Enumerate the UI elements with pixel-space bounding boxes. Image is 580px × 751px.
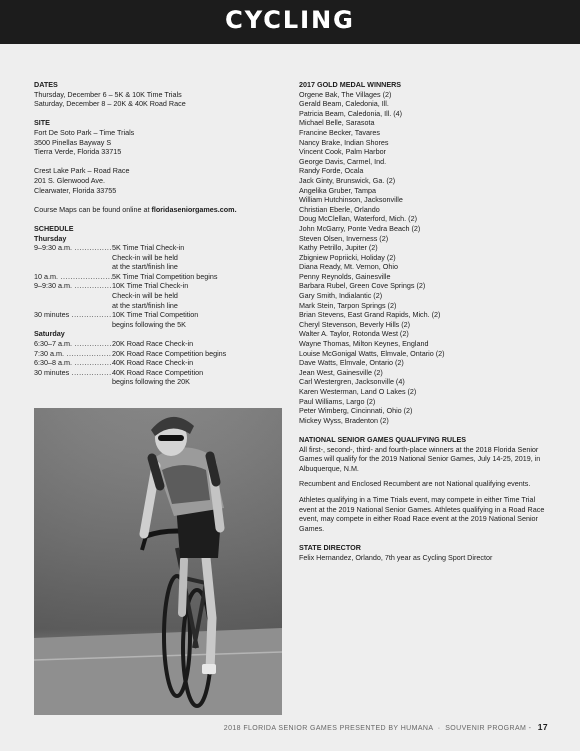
- schedule-saturday: [34, 339, 286, 387]
- schedule-row: [34, 358, 286, 368]
- winner-entry: Brian Stevens, East Grand Rapids, Mich. (2): [299, 310, 441, 320]
- schedule-description: 10K Time Trial Competition: [112, 310, 199, 320]
- winners-list: [299, 90, 549, 426]
- winner-entry: John McGarry, Ponte Vedra Beach (2): [299, 223, 421, 233]
- schedule-description: 5K Time Trial Check-in: [112, 243, 185, 253]
- winner-entry: Angelika Gruber, Tampa: [299, 185, 376, 195]
- page-footer: [0, 722, 548, 732]
- rules-paragraph: All first-, second-, third- and fourth-place winners at the 2018 Florida Senior Games will qualify for the 2019 National Senior Games, July 14-25, 2019, in Albuquerque, N.M.: [299, 444, 541, 473]
- course-maps-note: Course Maps can be found online at floridaseniorgames.com.: [34, 204, 237, 214]
- winner-entry: Francine Becker, Tavares: [299, 127, 380, 137]
- winner-entry: Diana Ready, Mt. Vernon, Ohio: [299, 262, 398, 272]
- site-line: Fort De Soto Park – Time Trials: [34, 127, 135, 137]
- rules-paragraph: Athletes qualifying in a Time Trials event, may compete in either Time Trial event at the 2019 National Senior Games. Athletes qualifying in a Road Race event, may compete in either Road Race event at the 2019 National Senior Games.: [299, 494, 545, 533]
- winner-entry: Gary Smith, Indialantic (2): [299, 291, 383, 301]
- schedule-row: [34, 339, 286, 349]
- schedule-description: 10K Time Trial Check-in: [112, 281, 189, 291]
- winner-entry: Mark Stein, Tarpon Springs (2): [299, 300, 397, 310]
- schedule-day-label: Thursday: [34, 233, 67, 243]
- schedule-time: 6:30–8 a.m. .....: [34, 358, 112, 368]
- winner-entry: Wayne Thomas, Milton Keynes, England: [299, 339, 429, 349]
- winner-entry: Nancy Brake, Indian Shores: [299, 137, 389, 147]
- page-number: 17: [537, 722, 548, 732]
- schedule-description: at the start/finish line: [112, 262, 178, 272]
- winner-entry: Steven Olsen, Inverness (2): [299, 233, 389, 243]
- schedule-row: [34, 281, 286, 291]
- winner-entry: Dave Watts, Elmvale, Ontario (2): [299, 358, 404, 368]
- footer-dash: -: [528, 725, 532, 732]
- schedule-day-label: Saturday: [34, 329, 65, 339]
- schedule-description: begins following the 5K: [112, 319, 186, 329]
- schedule-description: Check-in will be held: [112, 252, 178, 262]
- schedule-row: [34, 368, 286, 378]
- winner-entry: Jack Ginty, Brunswick, Ga. (2): [299, 175, 396, 185]
- winner-entry: Cheryl Stevenson, Beverly Hills (2): [299, 319, 411, 329]
- schedule-description: 40K Road Race Competition: [112, 367, 204, 377]
- dates-line: Saturday, December 8 – 20K & 40K Road Race: [34, 99, 186, 109]
- schedule-row: [34, 301, 286, 311]
- director-heading: STATE DIRECTOR: [299, 542, 361, 552]
- winner-entry: Zbigniew Popriicki, Holiday (2): [299, 252, 396, 262]
- rules-paragraph: Recumbent and Enclosed Recumbent are not National qualifying events.: [299, 479, 531, 489]
- schedule-description: 20K Road Race Competition begins: [112, 348, 227, 358]
- schedule-description: Check-in will be held: [112, 291, 178, 301]
- winner-entry: Christian Eberle, Orlando: [299, 204, 380, 214]
- schedule-heading: SCHEDULE: [34, 223, 74, 233]
- footer-program: SOUVENIR PROGRAM: [445, 725, 527, 732]
- schedule-row: [34, 272, 286, 282]
- footer-publication: 2018 FLORIDA SENIOR GAMES PRESENTED BY HUMANA: [223, 725, 434, 732]
- rules-heading: NATIONAL SENIOR GAMES QUALIFYING RULES: [299, 434, 467, 444]
- schedule-row: [34, 291, 286, 301]
- site-line: Clearwater, Florida 33755: [34, 185, 117, 195]
- schedule-description: 5K Time Trial Competition begins: [112, 271, 218, 281]
- winner-entry: Carl Westergren, Jacksonville (4): [299, 377, 405, 387]
- right-column: [299, 80, 549, 562]
- schedule-time: 9–9:30 a.m. .....: [34, 243, 112, 253]
- winner-entry: Paul Williams, Largo (2): [299, 396, 376, 406]
- site-line: Crest Lake Park – Road Race: [34, 166, 130, 176]
- schedule-row: [34, 320, 286, 330]
- schedule-description: 40K Road Race Check-in: [112, 358, 194, 368]
- page-header: [0, 0, 580, 44]
- site-line: 3500 Pinellas Bayway S: [34, 137, 112, 147]
- winner-entry: Vincent Cook, Palm Harbor: [299, 147, 386, 157]
- page-title: CYCLING: [225, 6, 355, 34]
- winner-entry: Gerald Beam, Caledonia, Ill.: [299, 99, 389, 109]
- schedule-row: [34, 310, 286, 320]
- winner-entry: Michael Belle, Sarasota: [299, 118, 375, 128]
- schedule-time: 6:30–7 a.m. .....: [34, 339, 112, 349]
- schedule-time: 9–9:30 a.m. .....: [34, 281, 112, 291]
- winner-entry: Mickey Wyss, Bradenton (2): [299, 415, 389, 425]
- site-heading: SITE: [34, 118, 50, 128]
- schedule-description: at the start/finish line: [112, 300, 178, 310]
- winner-entry: Penny Reynolds, Gainesville: [299, 271, 391, 281]
- schedule-time: 30 minutes .....: [34, 310, 112, 320]
- site-line: 201 S. Glenwood Ave.: [34, 175, 105, 185]
- schedule-thursday: [34, 243, 286, 329]
- schedule-description: 20K Road Race Check-in: [112, 339, 194, 349]
- schedule-row: [34, 243, 286, 253]
- left-column: [34, 80, 286, 387]
- winner-entry: Karen Westerman, Land O Lakes (2): [299, 387, 417, 396]
- schedule-row: [34, 262, 286, 272]
- winner-entry: William Hutchinson, Jacksonville: [299, 195, 403, 205]
- dates-heading: DATES: [34, 80, 58, 89]
- schedule-description: begins following the 20K: [112, 377, 190, 387]
- winner-entry: Walter A. Taylor, Rotonda West (2): [299, 329, 409, 339]
- schedule-row: [34, 377, 286, 387]
- winner-entry: Jean West, Gainesville (2): [299, 367, 383, 377]
- director-text: Felix Hernandez, Orlando, 7th year as Cycling Sport Director: [299, 552, 493, 562]
- winner-entry: Kathy Petrillo, Jupiter (2): [299, 243, 378, 253]
- winner-entry: Randy Forde, Ocala: [299, 166, 364, 176]
- course-maps-link[interactable]: floridaseniorgames.com.: [151, 204, 237, 214]
- winner-entry: Peter Wimberg, Cincinnati, Ohio (2): [299, 406, 413, 416]
- schedule-time: 10 a.m. .....: [34, 272, 112, 282]
- winner-entry: Barbara Rubel, Green Cove Springs (2): [299, 281, 426, 291]
- schedule-time: 7:30 a.m. .....: [34, 349, 112, 359]
- schedule-row: [34, 253, 286, 263]
- winners-heading: 2017 GOLD MEDAL WINNERS: [299, 80, 402, 89]
- footer-separator: ·: [437, 725, 441, 732]
- dates-line: Thursday, December 6 – 5K & 10K Time Trials: [34, 89, 182, 99]
- schedule-row: [34, 349, 286, 359]
- cyclist-photo: [34, 408, 282, 715]
- schedule-time: 30 minutes .....: [34, 368, 112, 378]
- site-line: Tierra Verde, Florida 33715: [34, 147, 122, 157]
- winner-entry: Orgene Bak, The Villages (2): [299, 89, 392, 99]
- winner-entry: Doug McClellan, Waterford, Mich. (2): [299, 214, 417, 224]
- winner-entry: Patricia Beam, Caledonia, Ill. (4): [299, 108, 403, 118]
- winner-entry: Louise McGonigal Watts, Elmvale, Ontario (2): [299, 348, 445, 358]
- winner-entry: George Davis, Carmel, Ind.: [299, 156, 387, 166]
